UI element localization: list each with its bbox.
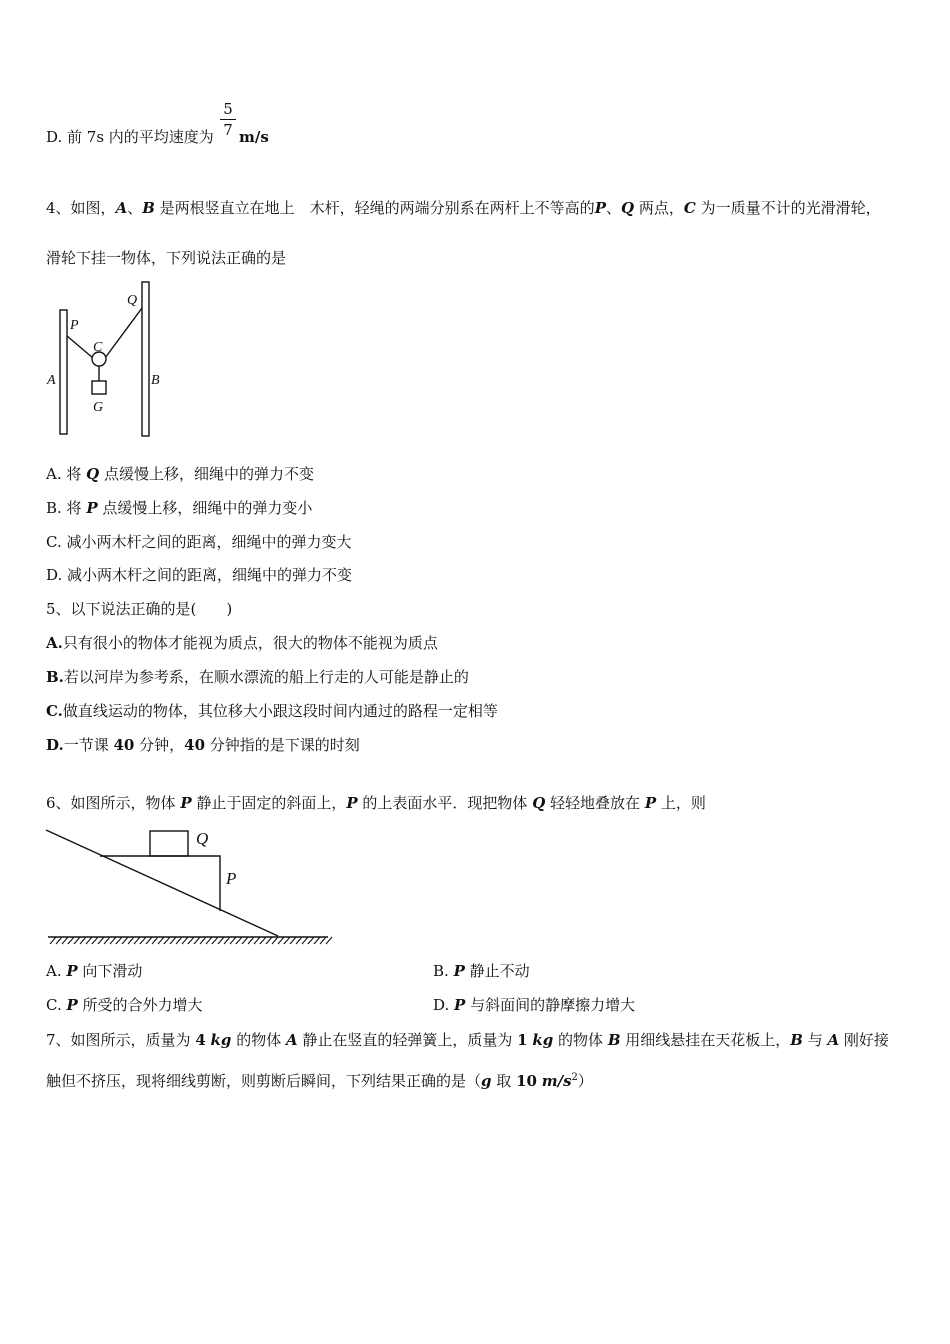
hatch-mark (134, 937, 140, 944)
hatch-mark (260, 937, 266, 944)
q4-number: 4、 (46, 199, 71, 217)
hatch-mark (104, 937, 110, 944)
hatch-mark (56, 937, 62, 944)
var-b: B (790, 1031, 803, 1049)
var-p: P (66, 962, 78, 980)
q7-text: 用细线悬挂在天花板上， (620, 1031, 791, 1049)
q5-option-d (46, 735, 360, 755)
hatch-mark (50, 937, 56, 944)
option-text: 点缓慢上移，细绳中的弹力变小 (97, 499, 313, 517)
option-text: 做直线运动的物体，其位移大小跟这段时间内通过的路程一定相等 (62, 702, 498, 720)
option-text: 向下滑动 (77, 962, 143, 980)
q3-option-d-text: D. 前 7s 内的平均速度为 (46, 128, 214, 146)
q7-stem-line2 (46, 1068, 593, 1091)
option-letter: C. (46, 702, 63, 720)
exponent: 2 (571, 1072, 578, 1083)
q7-text: 的物体 (231, 1031, 286, 1049)
hatch-mark (80, 937, 86, 944)
q6-incline-figure (44, 824, 334, 950)
label-c: C (93, 340, 103, 355)
option-text: 分钟， (134, 736, 185, 754)
q3-option-d (46, 127, 214, 147)
option-text: C. (46, 996, 67, 1014)
q4-option-a (46, 464, 314, 484)
hatch-mark (284, 937, 290, 944)
hatch-mark (140, 937, 146, 944)
hatch-mark (86, 937, 92, 944)
number: 1 (517, 1031, 528, 1049)
fraction-denominator: 7 (223, 121, 233, 139)
option-text: A. (46, 962, 67, 980)
hatch-mark (128, 937, 134, 944)
q3-unit (239, 127, 269, 147)
hatch-mark (254, 937, 260, 944)
hatch-mark (266, 937, 272, 944)
q5-option-a (46, 633, 438, 653)
number: 40 (113, 736, 135, 754)
q7-text: 7、如图所示，质量为 (46, 1031, 196, 1049)
option-letter: A. (46, 634, 63, 652)
q4-option-d (46, 565, 352, 585)
hatch-mark (236, 937, 242, 944)
q6-text: 的上表面水平．现把物体 (357, 794, 533, 812)
hatch-mark (98, 937, 104, 944)
number: 40 (184, 736, 206, 754)
q6-option-b (433, 961, 530, 981)
label-a: A (47, 373, 56, 388)
q6-text: 轻轻地叠放在 (545, 794, 645, 812)
label-q: Q (127, 293, 138, 308)
q6-option-a (46, 961, 142, 981)
q6-option-c (46, 995, 203, 1015)
unit: kg (532, 1031, 554, 1049)
option-text: B. (433, 962, 454, 980)
var-p: P (346, 794, 358, 812)
q7-text: 静止在竖直的轻弹簧上，质量为 (297, 1031, 518, 1049)
pole-b (142, 282, 149, 436)
var-b: B (142, 199, 155, 217)
hatch-mark (92, 937, 98, 944)
hatch-mark (314, 937, 320, 944)
hatch-mark (248, 937, 254, 944)
q4-text: 是两根竖直立在地上 木杆，轻绳的两端分别系在两杆上不等高的 (154, 199, 595, 217)
hatch-mark (116, 937, 122, 944)
unit: kg (210, 1031, 232, 1049)
hatch-mark (320, 937, 326, 944)
q4-stem-line2 (46, 248, 286, 268)
var-p: P (644, 794, 657, 812)
q5-option-c (46, 701, 498, 721)
option-text: 点缓慢上移，细绳中的弹力不变 (99, 465, 314, 483)
hatch-mark (230, 937, 236, 944)
hatch-mark (122, 937, 128, 944)
hatch-mark (290, 937, 296, 944)
q5-text: 5、以下说法正确的是( ) (46, 600, 233, 618)
number: 10 (516, 1072, 537, 1090)
unit-ms: m/s (239, 128, 269, 146)
option-text: A. 将 (46, 465, 87, 483)
q7-text: 的物体 (553, 1031, 608, 1049)
block-p (100, 856, 220, 911)
hatch-mark (326, 937, 332, 944)
option-text: B. 将 (46, 499, 87, 517)
fraction-bar (220, 119, 236, 120)
hatch-mark (200, 937, 206, 944)
label-p: P (70, 318, 79, 333)
q4-option-c (46, 532, 351, 552)
q5-stem (46, 599, 232, 619)
hatch-mark (170, 937, 176, 944)
q6-text: 静止于固定的斜面上， (191, 794, 347, 812)
q4-text: 为一质量不计的光滑滑轮， (695, 199, 881, 217)
option-letter: B. (46, 668, 64, 686)
hatch-mark (164, 937, 170, 944)
hatch-mark (296, 937, 302, 944)
option-text: 与斜面间的静摩擦力增大 (465, 996, 636, 1014)
q4-pulley-figure (46, 280, 176, 442)
label-g: G (93, 400, 104, 415)
hatch-mark (302, 937, 308, 944)
q4-text: 如图， (70, 199, 116, 217)
pole-a (60, 310, 67, 434)
hatch-mark (278, 937, 284, 944)
var-a: A (115, 199, 128, 217)
option-text: D. 减小两木杆之间的距离，细绳中的弹力不变 (46, 566, 353, 584)
q7-text: 刚好接 (839, 1031, 889, 1049)
label-p: P (226, 869, 237, 888)
var-p: P (594, 199, 606, 217)
number: 4 (195, 1031, 206, 1049)
q4-text: 、 (605, 199, 621, 217)
option-letter: D. (46, 736, 64, 754)
hatch-mark (272, 937, 278, 944)
q6-option-d (433, 995, 635, 1015)
hatch-mark (206, 937, 212, 944)
q4-option-b (46, 498, 312, 518)
var-p: P (453, 962, 465, 980)
hatch-mark (194, 937, 200, 944)
q7-text: ） (577, 1072, 593, 1090)
hatch-mark (152, 937, 158, 944)
option-text: 一节课 (63, 736, 114, 754)
var-b: B (607, 1031, 621, 1049)
q7-text: 触但不挤压，现将细线剪断，则剪断后瞬间，下列结果正确的是（ (46, 1072, 482, 1090)
var-p: P (66, 996, 78, 1014)
q4-stem-line1 (46, 198, 881, 218)
hatch-mark (182, 937, 188, 944)
hatch-mark (308, 937, 314, 944)
option-text: C. 减小两木杆之间的距离，细绳中的弹力变大 (46, 533, 352, 551)
var-g: g (481, 1072, 492, 1090)
option-text: 只有很小的物体才能视为质点，很大的物体不能视为质点 (62, 634, 438, 652)
var-a: A (285, 1031, 298, 1049)
option-text: 静止不动 (464, 962, 530, 980)
var-q: Q (620, 199, 635, 217)
option-text: 分钟指的是下课的时刻 (205, 736, 360, 754)
var-p: P (454, 996, 466, 1014)
q4-text: 滑轮下挂一物体，下列说法正确的是 (46, 249, 287, 267)
hatch-mark (158, 937, 164, 944)
q4-text: 两点， (634, 199, 684, 217)
var-p: P (86, 499, 98, 517)
q6-stem (46, 793, 706, 813)
var-q: Q (86, 465, 100, 483)
hatch-mark (146, 937, 152, 944)
ground-hatching (50, 937, 332, 944)
unit: m/s (541, 1072, 572, 1090)
label-b: B (151, 373, 160, 388)
option-text: D. (433, 996, 455, 1014)
var-p: P (180, 794, 192, 812)
var-a: A (827, 1031, 840, 1049)
hatch-mark (224, 937, 230, 944)
hatch-mark (176, 937, 182, 944)
fraction-5-7 (220, 100, 236, 139)
hatch-mark (68, 937, 74, 944)
q6-text: 上，则 (656, 794, 706, 812)
hatch-mark (218, 937, 224, 944)
q7-text: 与 (802, 1031, 828, 1049)
block-q (150, 831, 188, 856)
label-q: Q (196, 829, 209, 848)
incline-surface (46, 830, 278, 936)
hatch-mark (188, 937, 194, 944)
var-q: Q (532, 794, 546, 812)
hatch-mark (212, 937, 218, 944)
q4-text: 、 (127, 199, 143, 217)
hatch-mark (242, 937, 248, 944)
rope-left (67, 336, 93, 358)
object-g (92, 381, 106, 394)
q5-option-b (46, 667, 469, 687)
hatch-mark (110, 937, 116, 944)
option-text: 所受的合外力增大 (77, 996, 203, 1014)
hatch-mark (74, 937, 80, 944)
q6-text: 6、如图所示，物体 (46, 794, 181, 812)
q7-stem-line1 (46, 1030, 889, 1050)
hatch-mark (62, 937, 68, 944)
option-text: 若以河岸为参考系，在顺水漂流的船上行走的人可能是静止的 (63, 668, 469, 686)
var-c: C (683, 199, 696, 217)
fraction-numerator: 5 (223, 100, 233, 118)
q7-text: 取 (491, 1072, 517, 1090)
rope-right (105, 308, 142, 358)
